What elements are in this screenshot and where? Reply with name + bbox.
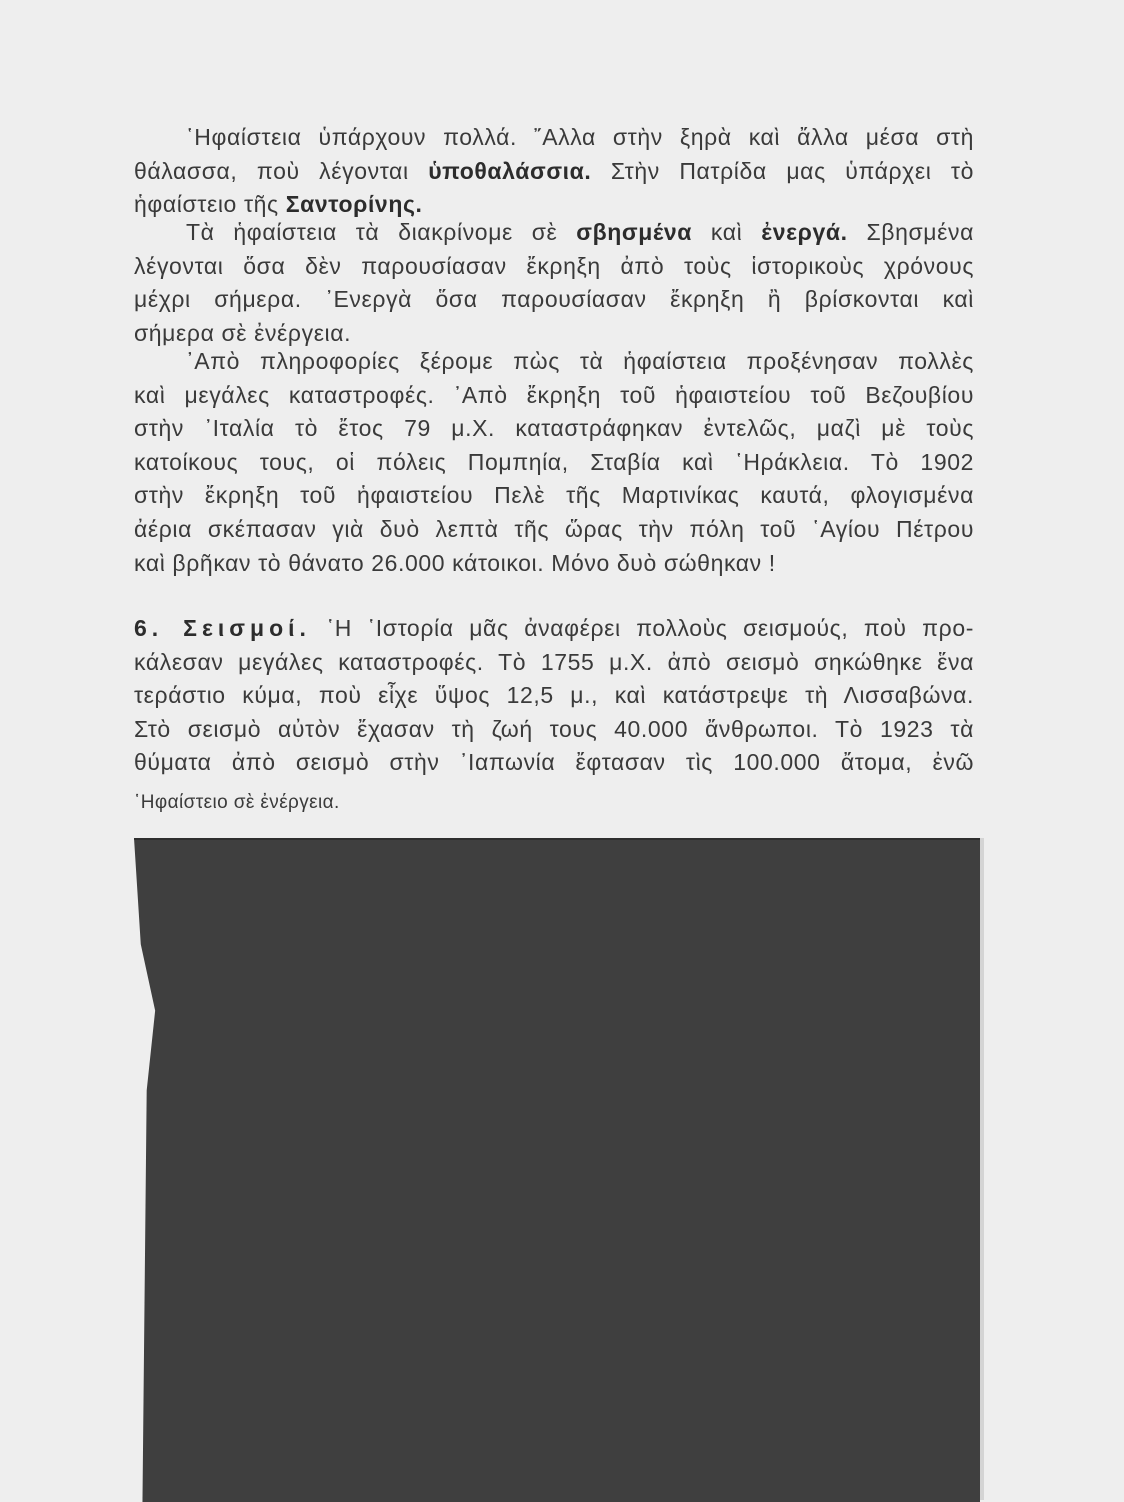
text-span: τεράστιο κύμα, ποὺ εἶχε ὕψος 12,5 μ., καὶ κατάστρεψε τὴ Λισσαβώνα. <box>134 682 974 709</box>
paragraph-volcano-disasters <box>134 345 974 580</box>
paragraph-earthquakes <box>134 612 974 780</box>
paragraph-volcanoes-types <box>134 121 974 222</box>
text-line <box>134 547 974 581</box>
text-line <box>134 612 974 646</box>
text-line <box>134 250 974 284</box>
text-line <box>134 446 974 480</box>
text-span: καὶ μεγάλες καταστροφές. ᾽Απὸ ἔκρηξη τοῦ ἡφαιστείου τοῦ Βεζουβίου <box>134 381 974 408</box>
text-line <box>134 746 974 780</box>
text-span: ῾Η ῾Ιστορία μᾶς ἀναφέρει πολλοὺς σεισμούς, ποὺ προ- <box>310 615 974 641</box>
bold-term: σβησμένα <box>576 219 693 245</box>
text-span: ἀέρια σκέπασαν γιὰ δυὸ λεπτὰ τῆς ὥρας τὴν πόλη τοῦ ῾Αγίου Πέτρου <box>134 515 974 542</box>
text-span: ἡφαίστειο τῆς <box>134 191 286 218</box>
photo-caption: ῾Ηφαίστειο σὲ ἐνέργεια. <box>134 792 340 813</box>
text-span: θάλασσα, ποὺ λέγονται <box>134 157 429 184</box>
paragraph-extinct-active <box>134 216 974 350</box>
text-span: ᾽Απὸ πληροφορίες ξέρομε πὼς τὰ ἡφαίστεια προξένησαν πολλὲς <box>186 348 974 374</box>
text-span: σήμερα σὲ ἐνέργεια. <box>134 319 352 346</box>
text-span: Στὴν Πατρίδα μας ὑπάρχει τὸ <box>591 157 975 184</box>
text-line <box>134 216 974 250</box>
text-span: καὶ βρῆκαν τὸ θάνατο 26.000 κάτοικοι. Μόνο δυὸ σώθηκαν ! <box>134 549 776 576</box>
photo-edge <box>980 838 984 1500</box>
text-span: Τὰ ἡφαίστεια τὰ διακρίνομε σὲ <box>186 219 577 245</box>
text-span: ῾Ηφαίστεια ὑπάρχουν πολλά. ῎Αλλα στὴν ξηρὰ καὶ ἄλλα μέσα στὴ <box>186 124 974 150</box>
text-span: Στὸ σεισμὸ αὐτὸν ἔχασαν τὴ ζωή τους 40.000 ἄνθρωποι. Τὸ 1923 τὰ <box>134 715 974 742</box>
text-span: μέχρι σήμερα. ᾽Ενεργὰ ὅσα παρουσίασαν ἔκρηξη ἢ βρίσκονται καὶ <box>134 286 974 313</box>
text-span: Σβησμένα <box>847 219 975 245</box>
text-line <box>134 513 974 547</box>
text-line <box>134 379 974 413</box>
bold-term: Σαντορίνης. <box>285 191 423 218</box>
bold-term: ὑποθαλάσσια. <box>428 157 592 184</box>
text-span: στὴν ᾽Ιταλία τὸ ἔτος 79 μ.Χ. καταστράφηκαν ἐντελῶς, μαζὶ μὲ τοὺς <box>134 415 974 442</box>
text-line <box>134 479 974 513</box>
section-heading: 6. Σεισμοί. <box>134 615 311 641</box>
text-span: λέγονται ὅσα δὲν παρουσίασαν ἔκρηξη ἀπὸ τοὺς ἱστορικοὺς χρόνους <box>134 252 974 279</box>
text-line <box>134 155 974 189</box>
text-line <box>134 345 974 379</box>
text-span: κατοίκους τους, οἱ πόλεις Πομπηία, Σταβία καὶ ῾Ηράκλεια. Τὸ 1902 <box>134 448 974 475</box>
text-line <box>134 713 974 747</box>
text-line <box>134 121 974 155</box>
volcano-photo <box>134 838 980 1502</box>
text-span: θύματα ἀπὸ σεισμὸ στὴν ᾽Ιαπωνία ἔφτασαν τὶς 100.000 ἄτομα, ἐνῶ <box>134 749 974 776</box>
text-line <box>134 646 974 680</box>
text-line <box>134 412 974 446</box>
text-span: κάλεσαν μεγάλες καταστροφές. Τὸ 1755 μ.Χ. ἀπὸ σεισμὸ σηκώθηκε ἕνα <box>134 648 974 675</box>
bold-term: ἐνεργά. <box>761 219 848 245</box>
text-line <box>134 283 974 317</box>
text-span: καὶ <box>692 219 762 245</box>
text-line <box>134 679 974 713</box>
text-span: στὴν ἔκρηξη τοῦ ἡφαιστείου Πελὲ τῆς Μαρτινίκας καυτά, φλογισμένα <box>134 482 974 509</box>
